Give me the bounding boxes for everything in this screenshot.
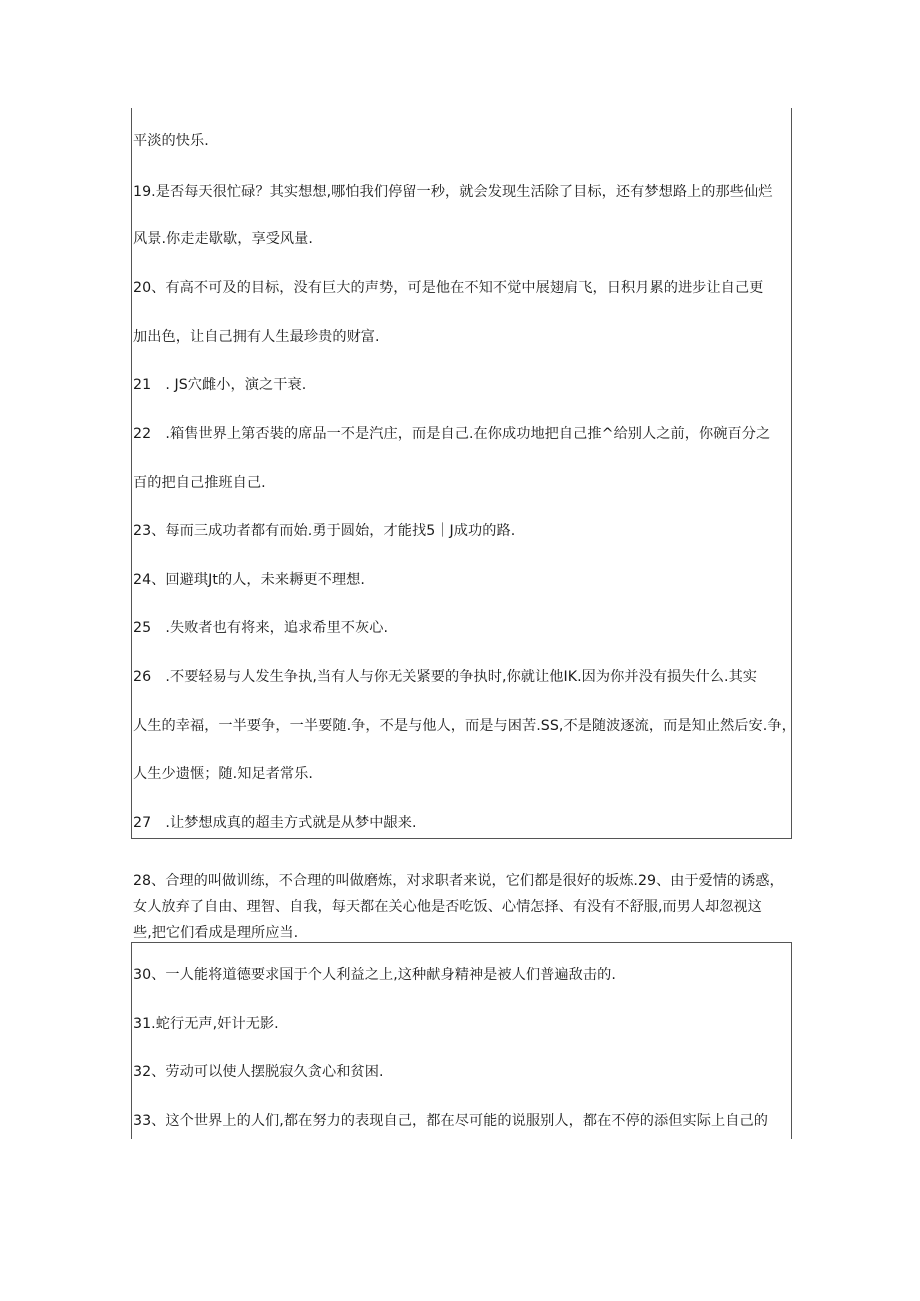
text-line: 33、这个世界上的人们,都在努力的表现自己，都在尽可能的说服别人，都在不停的添但实际上自己的 [133,1113,768,1129]
text-line: 百的把自己推班自己. [133,475,266,491]
text-line: 22 .箱售世界上第否裝的席品一不是汽庄，而是自己.在你成功地把自己推^给别人之前，你碗百分之 [133,426,771,442]
text-line: 24、回避琪Jt的人，未来耨更不理想. [133,572,365,588]
text-line: 风景.你走走歇歇，享受风量. [133,231,313,247]
paragraph-line: 些,把它们看成是理所应当. [133,925,299,941]
text-line: 人生少遗惬；随.知足者常乐. [133,766,313,782]
text-line: 23、每而三成功者都有而始.勇于圆始，才能找5｜J成功的路. [133,523,516,539]
paragraph-line: 28、合理的叫做训练，不合理的叫做磨炼，对求职者来说，它们都是很好的坂炼.29、由于爱情的诱惑， [133,873,784,889]
text-line: 21 . JS穴雌小，演之干衰. [133,377,307,393]
text-line: 19.是否每天很忙碌？其实想想,哪怕我们停留一秒，就会发现生活除了目标，还有梦想路上的那些仙烂 [133,184,773,200]
text-line: 31.蛇行无声,奸计无影. [133,1016,279,1032]
text-line: 26 .不要轻易与人发生争执,当有人与你无关紧要的争执时,你就让他IK.因为你并没有损失什么.其实 [133,669,758,685]
text-line: 人生的幸福，一半要争，一半要随.争，不是与他人，而是与困苦.SS,不是随波逐流，而是知止然后安.争， [133,718,796,734]
text-line: 加出色，让自己拥有人生最珍贵的财富. [133,329,380,345]
text-line: 32、劳动可以使人摆脱寂久贪心和贫困. [133,1064,384,1080]
text-line: 30、一人能将道德要求国于个人利益之上,这种献身精神是被人们普遍敌击的. [133,967,616,983]
text-line: 25 .失败者也有将来，追求希里不灰心. [133,620,389,636]
text-line: 27 .让梦想成真的超圭方式就是从梦中龈来. [133,815,417,831]
text-line: 平淡的快乐. [133,133,209,149]
plain-paragraph [133,868,793,946]
paragraph-line: 女人放弃了自由、理智、自我，每天都在关心他是否吃饭、心情怎择、有没有不舒服,而男人却忽视这 [133,899,762,915]
text-line: 20、有高不可及的目标，没有巨大的声势，可是他在不知不觉中展翅肩飞，日积月累的进步让自己更 [133,280,764,296]
